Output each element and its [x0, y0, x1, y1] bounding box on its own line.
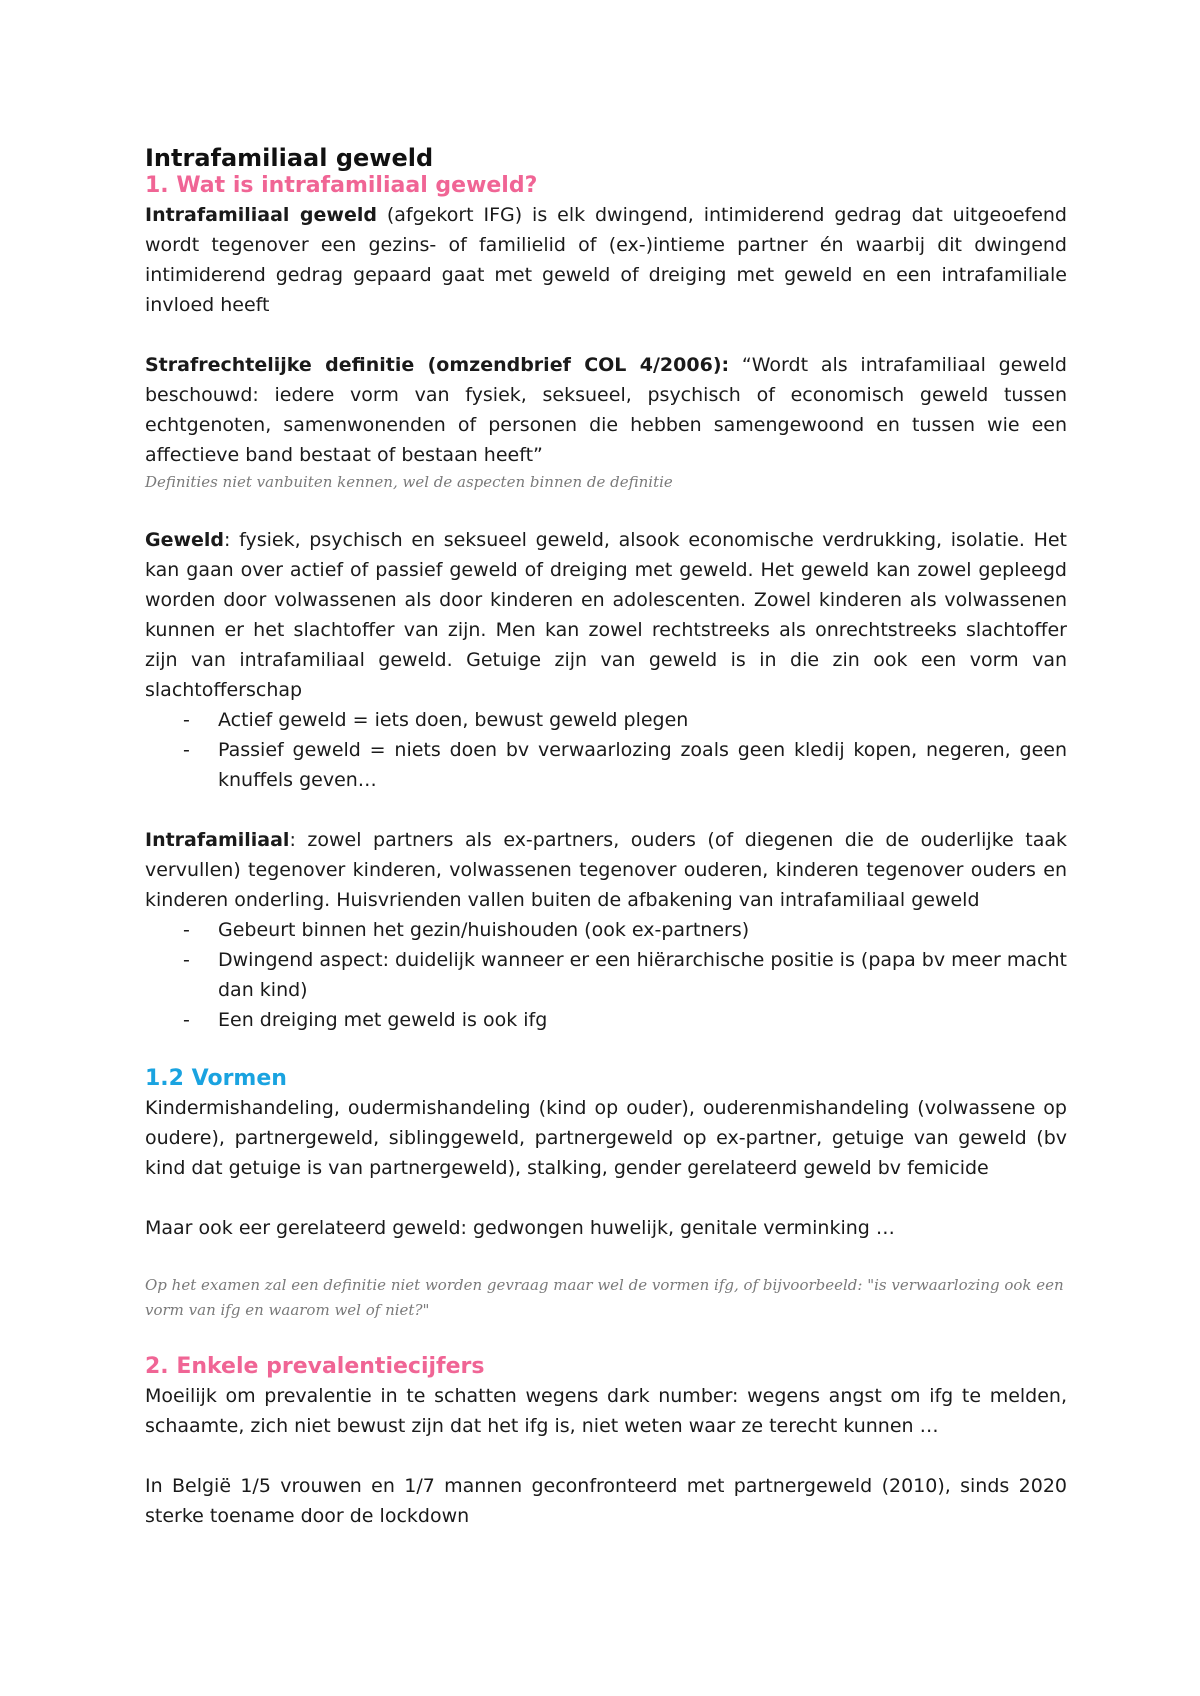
spacer	[145, 1035, 1067, 1065]
legal-definition	[145, 350, 1067, 470]
legal-definition-label: Strafrechtelijke definitie (omzendbrief COL 4/2006):	[145, 354, 730, 376]
list-item: - Actief geweld = iets doen, bewust geweld plegen	[218, 705, 1067, 735]
belgium-prevalence-paragraph: In België 1/5 vrouwen en 1/7 mannen geconfronteerd met partnergeweld (2010), sinds 2020 sterke toename door de lockdown	[145, 1475, 1067, 1527]
spacer	[145, 1323, 1067, 1353]
spacer	[145, 1183, 1067, 1213]
legal-definition-text: “Wordt als intrafamiliaal geweld beschouwd: iedere vorm van fysiek, seksueel, psychisch of economisch geweld tussen echtgenoten, samenwonenden of personen die hebben samengewoond en tussen wie een affectieve band bestaat of bestaan heeft”	[145, 354, 1067, 466]
definition-note: Definities niet vanbuiten kennen, wel de aspecten binnen de definitie	[145, 473, 673, 491]
eer-geweld-paragraph: Maar ook eer gerelateerd geweld: gedwongen huwelijk, genitale verminking …	[145, 1217, 895, 1239]
ifg-definition-label: Intrafamiliaal geweld	[145, 204, 377, 226]
document-title: Intrafamiliaal geweld	[145, 144, 434, 172]
vormen-paragraph: Kindermishandeling, oudermishandeling (kind op ouder), ouderenmishandeling (volwassene op oudere), partnergeweld, siblinggeweld, partnergeweld op ex-partner, getuige van geweld (bv kind dat getuige is van partnergeweld), stalking, gender gerelateerd geweld bv femicide	[145, 1097, 1067, 1179]
ifg-definition	[145, 200, 1067, 320]
ifg-definition-text: (afgekort IFG) is elk dwingend, intimiderend gedrag dat uitgeoefend wordt tegenover een gezins- of familielid of (ex-)intieme partner én waarbij dit dwingend intimiderend gedrag gepaard gaat met geweld of dreiging met geweld en een intrafamiliale invloed heeft	[145, 204, 1067, 316]
list-item: - Dwingend aspect: duidelijk wanneer er een hiërarchische positie is (papa bv meer macht dan kind)	[218, 945, 1067, 1005]
section-1-heading: 1. Wat is intrafamiliaal geweld?	[145, 173, 538, 198]
geweld-paragraph	[145, 525, 1067, 705]
geweld-label: Geweld	[145, 529, 225, 551]
intrafamiliaal-label: Intrafamiliaal	[145, 829, 290, 851]
spacer	[145, 1441, 1067, 1471]
spacer	[145, 320, 1067, 350]
intrafamiliaal-paragraph	[145, 825, 1067, 915]
spacer	[145, 795, 1067, 825]
prevalence-paragraph: Moeilijk om prevalentie in te schatten wegens dark number: wegens angst om ifg te melden, schaamte, zich niet bewust zijn dat het ifg is, niet weten waar ze terecht kunnen …	[145, 1385, 1067, 1437]
intrafamiliaal-bullet-list	[145, 915, 1067, 1035]
spacer	[145, 1243, 1067, 1273]
intrafamiliaal-text: : zowel partners als ex-partners, ouders (of diegenen die de ouderlijke taak vervullen) tegenover kinderen, volwassenen tegenover ouderen, kinderen tegenover ouders en kinderen onderling. Huisvrienden vallen buiten de afbakening van intrafamiliaal geweld	[145, 829, 1067, 911]
list-item: - Passief geweld = niets doen bv verwaarlozing zoals geen kledij kopen, negeren, geen knuffels geven…	[218, 735, 1067, 795]
section-1-2-heading: 1.2 Vormen	[145, 1066, 287, 1091]
geweld-bullet-list	[145, 705, 1067, 795]
list-item: - Een dreiging met geweld is ook ifg	[218, 1005, 1067, 1035]
exam-note: Op het examen zal een definitie niet worden gevraag maar wel de vormen ifg, of bijvoorbeeld: "is verwaarlozing ook een vorm van ifg en waarom wel of niet?"	[145, 1276, 1064, 1319]
geweld-text: : fysiek, psychisch en seksueel geweld, alsook economische verdrukking, isolatie. Het kan gaan over actief of passief geweld of dreiging met geweld. Het geweld kan zowel gepleegd worden door volwassenen als door kinderen en adolescenten. Zowel kinderen als volwassenen kunnen er het slachtoffer van zijn. Men kan zowel rechtstreeks als onrechtstreeks slachtoffer zijn van intrafamiliaal geweld. Getuige zijn van geweld is in die zin ook een vorm van slachtofferschap	[145, 529, 1067, 701]
section-2-heading: 2. Enkele prevalentiecijfers	[145, 1354, 485, 1379]
spacer	[145, 495, 1067, 525]
list-item: - Gebeurt binnen het gezin/huishouden (ook ex-partners)	[218, 915, 1067, 945]
